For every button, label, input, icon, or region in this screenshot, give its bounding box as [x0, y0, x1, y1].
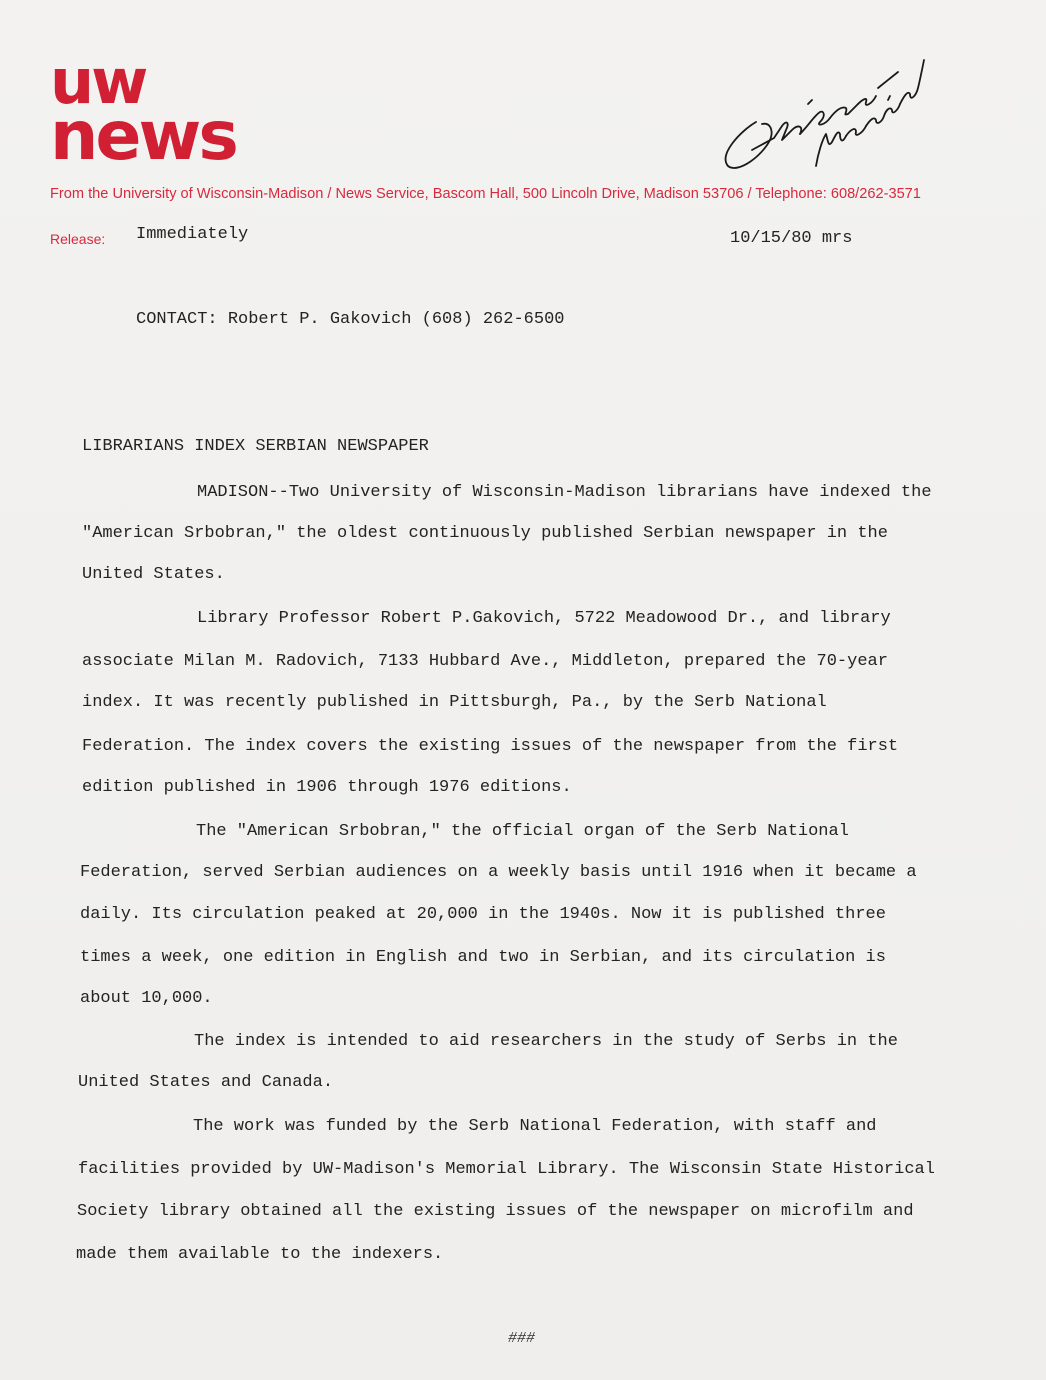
body-line: edition published in 1906 through 1976 editions. — [82, 778, 572, 797]
body-line: facilities provided by UW-Madison's Memorial Library. The Wisconsin State Historical — [78, 1160, 935, 1179]
logo-line-uw: uw — [50, 45, 146, 118]
body-line: times a week, one edition in English and two in Serbian, and its circulation is — [80, 948, 886, 967]
body-line: daily. Its circulation peaked at 20,000 in the 1940s. Now it is published three — [80, 905, 886, 924]
body-line: "American Srbobran," the oldest continuously published Serbian newspaper in the — [82, 524, 888, 543]
body-line: Federation. The index covers the existing issues of the newspaper from the first — [82, 737, 899, 756]
end-mark: ### — [508, 1330, 536, 1347]
body-line: MADISON--Two University of Wisconsin-Madison librarians have indexed the — [197, 483, 932, 502]
body-line: Federation, served Serbian audiences on a weekly basis until 1916 when it became a — [80, 863, 917, 882]
handwritten-annotation — [712, 30, 932, 180]
uw-news-logo — [50, 45, 260, 177]
release-value: Immediately — [136, 225, 249, 244]
body-line: United States. — [82, 565, 225, 584]
body-line: Society library obtained all the existing issues of the newspaper on microfilm and — [77, 1202, 914, 1221]
body-line: The "American Srbobran," the official organ of the Serb National — [196, 822, 849, 841]
date-code: 10/15/80 mrs — [730, 229, 853, 248]
body-line: The index is intended to aid researchers in the study of Serbs in the — [194, 1032, 898, 1051]
body-line: The work was funded by the Serb National Federation, with staff and — [193, 1117, 877, 1136]
contact-line: CONTACT: Robert P. Gakovich (608) 262-6500 — [136, 310, 565, 329]
body-line: associate Milan M. Radovich, 7133 Hubbard Ave., Middleton, prepared the 70-year — [82, 652, 888, 671]
letterhead-address: From the University of Wisconsin-Madison / News Service, Bascom Hall, 500 Lincoln Drive, Madison 53706 / Telephone: 608/262-3571 — [50, 186, 921, 202]
body-line: made them available to the indexers. — [76, 1245, 444, 1264]
logo-line-news: news — [50, 97, 236, 177]
body-line: index. It was recently published in Pittsburgh, Pa., by the Serb National — [82, 693, 827, 712]
release-label: Release: — [50, 231, 106, 247]
body-line: United States and Canada. — [78, 1073, 334, 1092]
body-line: about 10,000. — [80, 989, 213, 1008]
body-line: Library Professor Robert P.Gakovich, 5722 Meadowood Dr., and library — [197, 609, 891, 628]
headline: LIBRARIANS INDEX SERBIAN NEWSPAPER — [82, 437, 429, 456]
